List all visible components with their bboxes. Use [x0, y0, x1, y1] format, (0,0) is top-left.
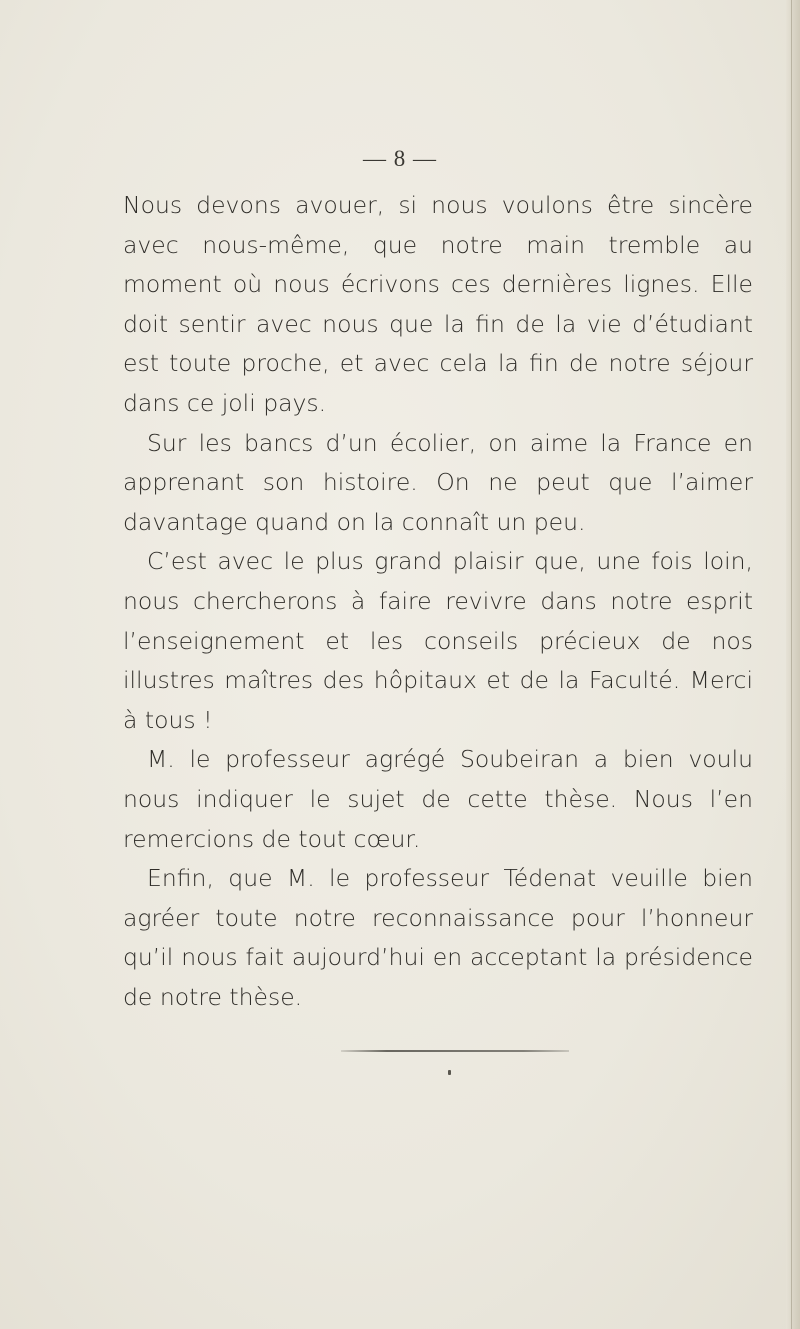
page-number: — 8 — [363, 146, 437, 171]
paragraph-5: Enfin, que M. le professeur Tédenat veuille bien agréer toute notre reconnaissance pour l’honneur qu’il nous fait aujourd’hui en acceptant la présidence de notre thèse. [123, 864, 753, 1011]
paragraph-4: M. le professeur agrégé Soubeiran a bien voulu nous indiquer le sujet de cette thèse. Nous l’en remercions de tout cœur. [123, 745, 753, 853]
page-edge-line [791, 0, 792, 1329]
ink-speck [448, 1070, 451, 1075]
paragraph-3: C’est avec le plus grand plaisir que, une fois loin, nous chercherons à faire revivre dans notre esprit l’enseignement et les conseils précieux de nos illustres maîtres des hôpitaux et de la Faculté. Merci à tous ! [123, 547, 753, 734]
paragraph-2: Sur les bancs d’un écolier, on aime la France en apprenant son histoire. On ne peut que l’aimer davantage quand on la connaît un peu. [123, 428, 753, 536]
closing-rule [341, 1050, 569, 1052]
body-text [123, 186, 753, 1017]
page-edge [786, 0, 800, 1329]
paragraph-1: Nous devons avouer, si nous voulons être sincère avec nous-même, que notre main tremble au moment où nous écrivons ces dernières lignes. Elle doit sentir avec nous que la fin de la vie d’étudiant est toute proche, et avec cela la fin de notre séjour dans ce joli pays. [123, 191, 753, 417]
